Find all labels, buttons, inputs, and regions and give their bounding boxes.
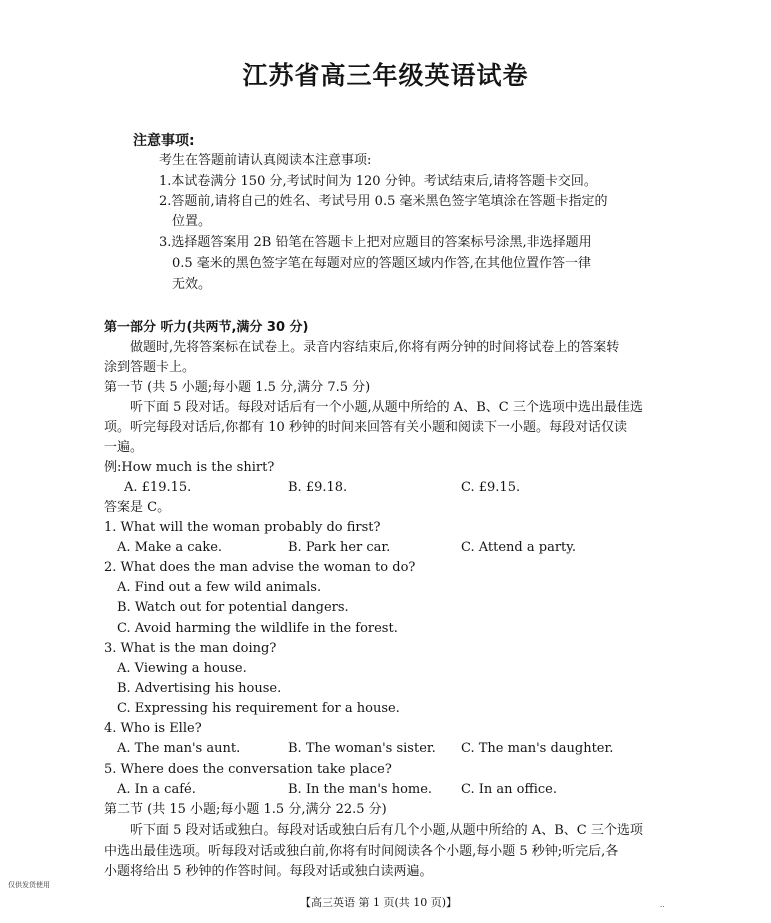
section1-heading: 第一节 (共 5 小题;每小题 1.5 分,满分 7.5 分): [104, 380, 371, 395]
section1-intro: 一遍。: [104, 440, 144, 455]
question-4: 4. Who is Elle?: [104, 721, 202, 736]
page-footer: 【高三英语 第 1 页(共 10 页)】: [300, 896, 458, 909]
notes-line: 位置。: [172, 214, 212, 229]
question-2: 2. What does the man advise the woman to do?: [104, 560, 416, 575]
section1-intro: 听下面 5 段对话。每段对话后有一个小题,从题中所给的 A、B、C 三个选项中选出最佳选: [130, 400, 643, 415]
section1-intro: 项。听完每段对话后,你都有 10 秒钟的时间来回答有关小题和阅读下一小题。每段对话仅读: [104, 420, 627, 435]
notes-line: 3.选择题答案用 2B 铅笔在答题卡上把对应题目的答案标号涂黑,非选择题用: [159, 235, 592, 250]
q3-option-a: A. Viewing a house.: [117, 661, 247, 676]
part1-heading: 第一部分 听力(共两节,满分 30 分): [104, 320, 309, 335]
q4-option-a: A. The man's aunt.: [117, 741, 241, 756]
question-3: 3. What is the man doing?: [104, 641, 277, 656]
q1-option-a: A. Make a cake.: [117, 540, 223, 555]
question-5: 5. Where does the conversation take place?: [104, 762, 392, 777]
section2-heading: 第二节 (共 15 小题;每小题 1.5 分,满分 22.5 分): [104, 802, 387, 817]
q2-option-a: A. Find out a few wild animals.: [117, 580, 322, 595]
notes-line: 无效。: [172, 277, 212, 292]
q1-option-c: C. Attend a party.: [461, 540, 577, 555]
notes-line: 考生在答题前请认真阅读本注意事项:: [159, 153, 372, 168]
example-option-b: B. £9.18.: [288, 480, 348, 495]
q2-option-b: B. Watch out for potential dangers.: [117, 600, 349, 615]
corner-mark: ..: [660, 901, 665, 909]
q5-option-c: C. In an office.: [461, 782, 557, 797]
q4-option-b: B. The woman's sister.: [288, 741, 436, 756]
example-option-c: C. £9.15.: [461, 480, 521, 495]
section2-intro: 中选出最佳选项。听每段对话或独白前,你将有时间阅读各个小题,每小题 5 秒钟;听完后,各: [104, 844, 619, 859]
q5-option-b: B. In the man's home.: [288, 782, 433, 797]
page-title: 江苏省高三年级英语试卷: [242, 61, 529, 90]
notes-line: 2.答题前,请将自己的姓名、考试号用 0.5 毫米黑色签字笔填涂在答题卡指定的: [159, 194, 608, 209]
example-question: 例:How much is the shirt?: [104, 460, 275, 475]
notes-line: 0.5 毫米的黑色签字笔在每题对应的答题区域内作答,在其他位置作答一律: [172, 256, 591, 271]
notes-line: 1.本试卷满分 150 分,考试时间为 120 分钟。考试结束后,请将答题卡交回。: [159, 174, 597, 189]
section2-intro: 小题将给出 5 秒钟的作答时间。每段对话或独白读两遍。: [104, 864, 433, 879]
q5-option-a: A. In a café.: [117, 782, 196, 797]
q3-option-b: B. Advertising his house.: [117, 681, 282, 696]
q3-option-c: C. Expressing his requirement for a house.: [117, 701, 400, 716]
part1-intro: 做题时,先将答案标在试卷上。录音内容结束后,你将有两分钟的时间将试卷上的答案转: [130, 340, 620, 355]
part1-intro: 涂到答题卡上。: [104, 360, 196, 375]
q4-option-c: C. The man's daughter.: [461, 741, 614, 756]
q2-option-c: C. Avoid harming the wildlife in the forest.: [117, 621, 398, 636]
notes-heading: 注意事项:: [133, 133, 195, 149]
section2-intro: 听下面 5 段对话或独白。每段对话或独白后有几个小题,从题中所给的 A、B、C 三个选项: [130, 823, 643, 838]
example-option-a: A. £19.15.: [124, 480, 192, 495]
question-1: 1. What will the woman probably do first?: [104, 520, 381, 535]
corner-note: 仅供发货使用: [8, 881, 50, 889]
q1-option-b: B. Park her car.: [288, 540, 391, 555]
example-answer: 答案是 C。: [104, 500, 171, 515]
